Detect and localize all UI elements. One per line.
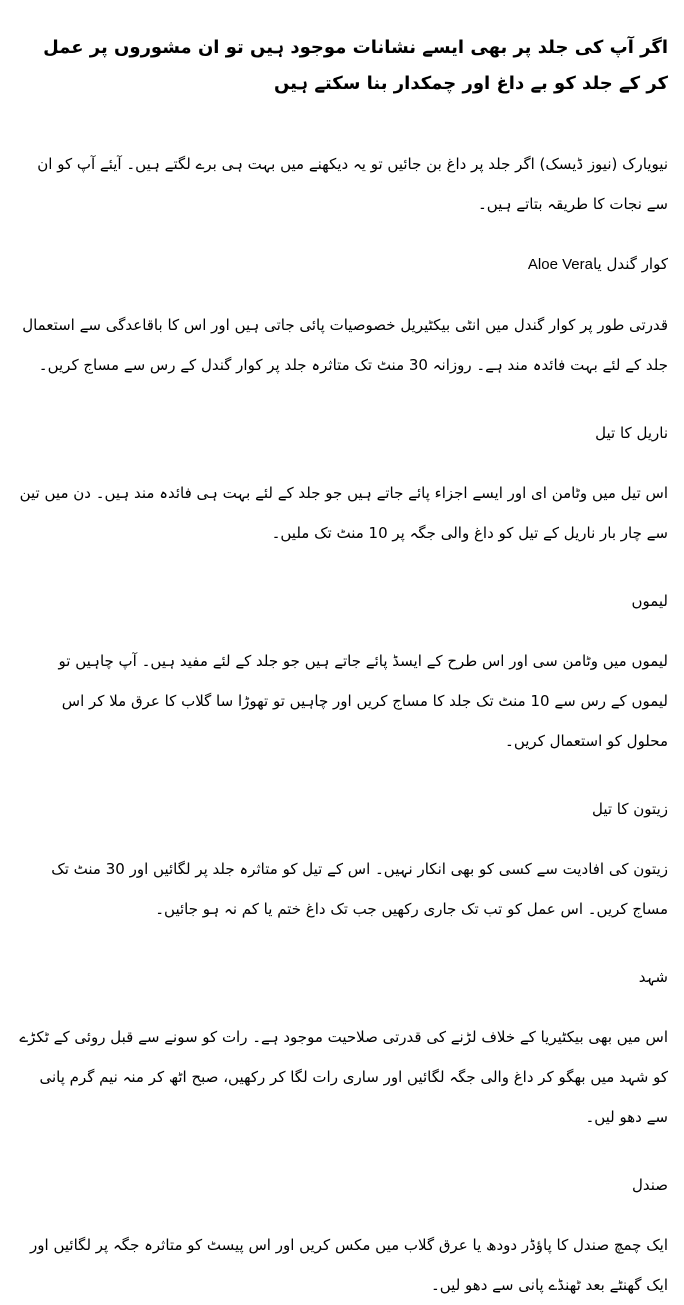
spacer: [18, 997, 668, 1017]
intro-paragraph: نیویارک (نیوز ڈیسک) اگر جلد پر داغ بن جائیں تو یہ دیکھنے میں بہت ہی برے لگتے ہیں۔ آیئے آپ کو ان سے نجات کا طریقہ بتاتے ہیں۔: [37, 155, 668, 213]
section-heading-sandalwood: صندل: [631, 1176, 668, 1194]
spacer: [18, 285, 668, 305]
spacer: [18, 224, 668, 244]
spacer: [18, 553, 668, 581]
article: [18, 0, 668, 1305]
section-text-coconut-oil: اس تیل میں وٹامن ای اور ایسے اجزاء پائے جاتے ہیں جو جلد کے لئے بہت ہی فائدہ مند ہیں۔ دن میں تین سے چار بار ناریل کے تیل کو داغ والی جگہ پر 10 منٹ تک ملیں۔: [19, 484, 668, 542]
spacer: [18, 829, 668, 849]
section-text-aloe-vera: قدرتی طور پر کوار گندل میں انٹی بیکٹیریل خصوصیات پائی جاتی ہیں اور اس کا باقاعدگی سے استعمال جلد کے لئے بہت فائدہ مند ہے۔ روزانہ 30 منٹ تک متاثرہ جلد پر کوار گندل کے رس سے مساج کریں۔: [22, 316, 668, 374]
heading-latin: Aloe Vera: [527, 256, 593, 273]
heading-urdu: کوار گندل یا: [592, 255, 668, 273]
section-heading-aloe-vera: [18, 244, 668, 285]
article-title: اگر آپ کی جلد پر بھی ایسے نشانات موجود ہیں تو ان مشوروں پر عمل کر کے جلد کو بے داغ اور چمکدار بنا سکتے ہیں: [43, 37, 668, 94]
section-heading-lemon: لیموں: [631, 592, 668, 610]
spacer: [18, 102, 668, 144]
section-text-honey: اس میں بھی بیکٹیریا کے خلاف لڑنے کی قدرتی صلاحیت موجود ہے۔ رات کو سونے سے قبل روئی کے ٹکڑے کو شہد میں بھگو کر داغ والی جگہ لگائیں اور ساری رات لگا کر رکھیں، صبح اٹھ کر منہ نیم گرم پانی سے دھو لیں۔: [19, 1028, 668, 1126]
spacer: [18, 621, 668, 641]
spacer: [18, 929, 668, 957]
section-text-olive-oil: زیتون کی افادیت سے کسی کو بھی انکار نہیں۔ اس کے تیل کو متاثرہ جلد پر لگائیں اور 30 منٹ تک مساج کریں۔ اس عمل کو تب تک جاری رکھیں جب تک داغ ختم یا کم نہ ہو جائیں۔: [51, 860, 668, 918]
section-text-lemon: لیموں میں وٹامن سی اور اس طرح کے ایسڈ پائے جاتے ہیں جو جلد کے لئے مفید ہیں۔ آپ چاہیں تو لیموں کے رس سے 10 منٹ تک جلد کا مساج کریں اور چاہیں تو تھوڑا سا گلاب کا عرق ملا کر اس محلول کو استعمال کریں۔: [58, 652, 668, 750]
spacer: [18, 1205, 668, 1225]
spacer: [18, 761, 668, 789]
spacer: [18, 385, 668, 413]
section-text-sandalwood: ایک چمچ صندل کا پاؤڈر دودھ یا عرق گلاب میں مکس کریں اور اس پیسٹ کو متاثرہ جگہ پر لگائیں اور ایک گھنٹے بعد ٹھنڈے پانی سے دھو لیں۔: [30, 1236, 668, 1294]
section-heading-honey: شہد: [638, 968, 668, 986]
spacer: [18, 1137, 668, 1165]
spacer: [18, 453, 668, 473]
section-heading-coconut-oil: ناریل کا تیل: [595, 424, 668, 442]
section-heading-olive-oil: زیتون کا تیل: [591, 800, 668, 818]
